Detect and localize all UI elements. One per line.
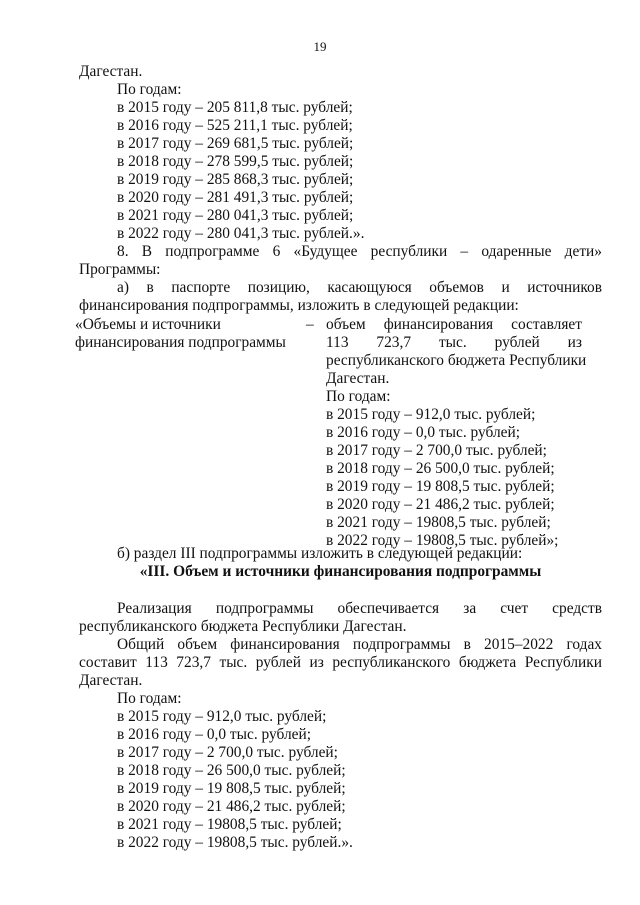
paragraph-line: Реализация подпрограммы обеспечивается за счет средств	[117, 600, 602, 617]
year-line: в 2017 году – 269 681,5 тыс. рублей;	[117, 135, 354, 152]
top-section	[79, 63, 602, 315]
item-a-line: финансирования подпрограммы, изложить в следующей редакции:	[79, 297, 519, 314]
year-line: в 2022 году – 19808,5 тыс. рублей.».	[117, 834, 353, 851]
passport-value-line: По годам:	[326, 388, 391, 405]
passport-label-line: финансирования подпрограммы	[75, 334, 286, 351]
year-line: в 2015 году – 912,0 тыс. рублей;	[117, 708, 327, 725]
item-8-line: Программы:	[79, 261, 161, 278]
bottom-section	[79, 545, 602, 581]
year-line: в 2018 году – 278 599,5 тыс. рублей;	[117, 153, 354, 170]
year-line: в 2020 году – 21 486,2 тыс. рублей;	[117, 798, 346, 815]
text-line: Дагестан.	[79, 63, 143, 80]
paragraph-line: составит 113 723,7 тыс. рублей из республиканского бюджета Республики	[79, 654, 602, 671]
item-a-line: а) в паспорте позицию, касающуюся объемов и источников	[117, 279, 602, 296]
year-line: в 2022 году – 280 041,3 тыс. рублей.».	[117, 225, 365, 242]
passport-right-column	[326, 316, 587, 550]
passport-value-line: 113 723,7 тыс. рублей из	[326, 334, 582, 351]
by-years-label: По годам:	[117, 690, 182, 707]
section-heading: «III. Объем и источники финансирования подпрограммы	[139, 563, 542, 580]
passport-label-line: «Объемы и источники	[75, 316, 221, 333]
passport-value-line: в 2020 году – 21 486,2 тыс. рублей;	[326, 496, 555, 513]
year-line: в 2016 году – 525 211,1 тыс. рублей;	[117, 117, 353, 134]
passport-value-line: в 2019 году – 19 808,5 тыс. рублей;	[326, 478, 555, 495]
item-8-line: 8. В подпрограмме 6 «Будущее республики – одаренные дети»	[117, 243, 602, 260]
paragraph-line: республиканского бюджета Республики Дагестан.	[79, 618, 407, 635]
year-line: в 2019 году – 285 868,3 тыс. рублей;	[117, 171, 354, 188]
by-years-label: По годам:	[117, 81, 182, 98]
bottom-paragraphs	[79, 600, 602, 852]
passport-value-line: в 2018 году – 26 500,0 тыс. рублей;	[326, 460, 555, 477]
passport-value-line: в 2016 году – 0,0 тыс. рублей;	[326, 424, 520, 441]
page-number: 19	[313, 39, 327, 54]
passport-value-line: в 2022 году – 19808,5 тыс. рублей»;	[326, 532, 559, 549]
year-line: в 2021 году – 280 041,3 тыс. рублей;	[117, 207, 354, 224]
paragraph-line: Дагестан.	[79, 672, 143, 689]
passport-value-line: в 2021 году – 19808,5 тыс. рублей;	[326, 514, 551, 531]
year-line: в 2017 году – 2 700,0 тыс. рублей;	[117, 744, 338, 761]
year-line: в 2019 году – 19 808,5 тыс. рублей;	[117, 780, 346, 797]
passport-left-column	[75, 316, 305, 352]
passport-value-line: республиканского бюджета Республики	[326, 352, 587, 369]
year-line: в 2016 году – 0,0 тыс. рублей;	[117, 726, 311, 743]
passport-value-line: Дагестан.	[326, 370, 390, 387]
year-line: в 2021 году – 19808,5 тыс. рублей;	[117, 816, 342, 833]
passport-value-line: в 2015 году – 912,0 тыс. рублей;	[326, 406, 536, 423]
passport-dash: –	[306, 316, 314, 333]
item-b-line: б) раздел III подпрограммы изложить в следующей редакции:	[117, 545, 523, 562]
paragraph-line: Общий объем финансирования подпрограммы в 2015–2022 годах	[117, 636, 602, 653]
year-line: в 2018 году – 26 500,0 тыс. рублей;	[117, 762, 346, 779]
year-line: в 2020 году – 281 491,3 тыс. рублей;	[117, 189, 354, 206]
passport-value-line: объем финансирования составляет	[326, 316, 582, 333]
year-line: в 2015 году – 205 811,8 тыс. рублей;	[117, 99, 353, 116]
passport-value-line: в 2017 году – 2 700,0 тыс. рублей;	[326, 442, 547, 459]
